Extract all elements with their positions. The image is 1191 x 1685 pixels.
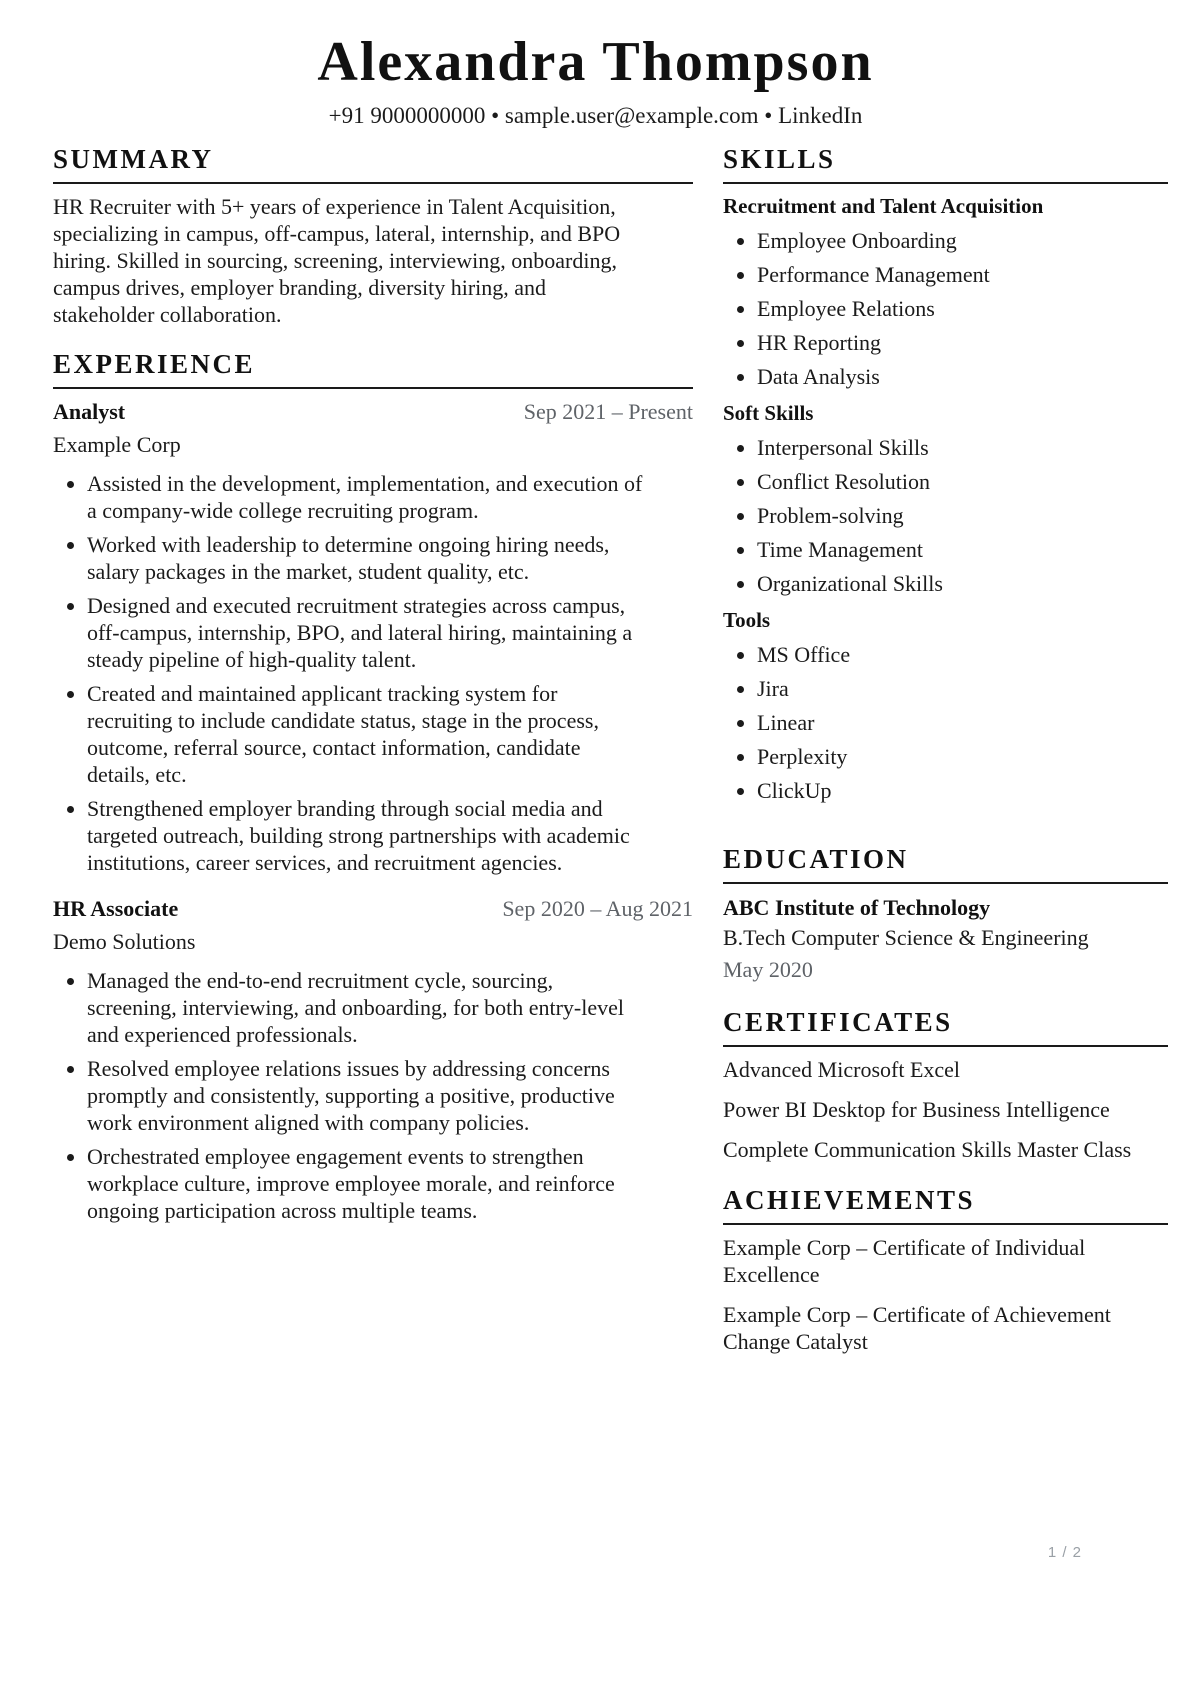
graduation-date: May 2020 xyxy=(723,957,813,982)
experience-heading: EXPERIENCE xyxy=(53,350,693,389)
job-title: HR Associate xyxy=(53,896,179,921)
skill-item: • Perplexity xyxy=(757,743,1168,770)
job-header xyxy=(53,895,693,922)
section-certificates xyxy=(723,1008,1168,1163)
skill-item: • HR Reporting xyxy=(757,329,1168,356)
skill-list xyxy=(723,641,1168,804)
job-bullet: • Assisted in the development, implementation, and execution of a company-wide college recruiting program. xyxy=(87,470,647,524)
column-gap xyxy=(693,145,723,1368)
skill-item: • Problem-solving xyxy=(757,502,1168,529)
job-dates: Sep 2020 – Aug 2021 xyxy=(502,896,693,921)
section-education xyxy=(723,845,1168,985)
skill-item: • Jira xyxy=(757,675,1168,702)
skill-item: • ClickUp xyxy=(757,777,1168,804)
job-bullet-list xyxy=(53,470,693,876)
section-summary xyxy=(53,145,693,328)
skills-heading: SKILLS xyxy=(723,145,1168,184)
certificate-item: Power BI Desktop for Business Intelligence xyxy=(723,1097,1110,1122)
certificate-item: Complete Communication Skills Master Class xyxy=(723,1137,1132,1162)
job-dates: Sep 2021 – Present xyxy=(523,399,693,424)
skill-group xyxy=(723,607,1168,804)
skill-list xyxy=(723,227,1168,390)
company-name: Demo Solutions xyxy=(53,929,196,954)
skill-group xyxy=(723,193,1168,390)
skill-item: • Linear xyxy=(757,709,1168,736)
right-column xyxy=(723,145,1168,1368)
skill-item: • Performance Management xyxy=(757,261,1168,288)
school-name: ABC Institute of Technology xyxy=(723,895,991,920)
job-bullet: • Worked with leadership to determine ongoing hiring needs, salary packages in the market, student quality, etc. xyxy=(87,531,647,585)
summary-text: HR Recruiter with 5+ years of experience in Talent Acquisition, specializing in campus, off-campus, lateral, internship, and BPO hiring. Skilled in sourcing, screening, interviewing, onboarding, campus drives, employer branding, diversity hiring, and stakeholder collaboration. xyxy=(53,194,621,327)
skill-item: • Time Management xyxy=(757,536,1168,563)
achievement-item: Example Corp – Certificate of Achievement Change Catalyst xyxy=(723,1302,1111,1354)
summary-heading: SUMMARY xyxy=(53,145,693,184)
degree-name: B.Tech Computer Science & Engineering xyxy=(723,925,1089,950)
certificates-heading: CERTIFICATES xyxy=(723,1008,1168,1047)
contact-line: +91 9000000000 • sample.user@example.com • LinkedIn xyxy=(328,103,863,128)
skill-item: • Employee Relations xyxy=(757,295,1168,322)
certificate-list xyxy=(723,1056,1168,1163)
section-experience xyxy=(53,350,693,1224)
skill-item: • MS Office xyxy=(757,641,1168,668)
achievement-item: Example Corp – Certificate of Individual Excellence xyxy=(723,1235,1086,1287)
job-bullet: • Created and maintained applicant tracking system for recruiting to include candidate status, stage in the process, outcome, referral source, contact information, candidate details, etc. xyxy=(87,680,647,788)
skill-group-label: Tools xyxy=(723,608,771,632)
skill-group-label: Soft Skills xyxy=(723,401,814,425)
experience-entry xyxy=(53,895,693,1224)
achievements-heading: ACHIEVEMENTS xyxy=(723,1186,1168,1225)
page-title: Alexandra Thompson xyxy=(317,31,874,93)
resume-columns xyxy=(53,145,1168,1368)
page-number: 1 / 2 xyxy=(1047,1544,1082,1561)
experience-entry xyxy=(53,398,693,876)
job-bullet: • Designed and executed recruitment strategies across campus, off-campus, internship, BPO, and lateral hiring, maintaining a steady pipeline of high-quality talent. xyxy=(87,592,647,673)
achievement-list xyxy=(723,1234,1168,1355)
left-column xyxy=(53,145,693,1368)
job-bullet: • Resolved employee relations issues by addressing concerns promptly and consistently, supporting a positive, productive work environment aligned with company policies. xyxy=(87,1055,647,1136)
skill-item: • Conflict Resolution xyxy=(757,468,1168,495)
section-skills xyxy=(723,145,1168,804)
job-header xyxy=(53,398,693,425)
skill-group xyxy=(723,400,1168,597)
job-bullet: • Managed the end-to-end recruitment cycle, sourcing, screening, interviewing, and onboarding, for both entry-level and experienced professionals. xyxy=(87,967,647,1048)
skill-item: • Interpersonal Skills xyxy=(757,434,1168,461)
skill-item: • Employee Onboarding xyxy=(757,227,1168,254)
skill-item: • Data Analysis xyxy=(757,363,1168,390)
job-bullet-list xyxy=(53,967,693,1224)
job-bullet: • Strengthened employer branding through social media and targeted outreach, building strong partnerships with academic institutions, career services, and recruitment agencies. xyxy=(87,795,647,876)
skill-list xyxy=(723,434,1168,597)
section-achievements xyxy=(723,1186,1168,1355)
job-title: Analyst xyxy=(53,399,126,424)
skill-item: • Organizational Skills xyxy=(757,570,1168,597)
job-bullet: • Orchestrated employee engagement events to strengthen workplace culture, improve employee morale, and reinforce ongoing participation across multiple teams. xyxy=(87,1143,647,1224)
skill-group-label: Recruitment and Talent Acquisition xyxy=(723,194,1044,218)
education-heading: EDUCATION xyxy=(723,845,1168,884)
certificate-item: Advanced Microsoft Excel xyxy=(723,1057,961,1082)
company-name: Example Corp xyxy=(53,432,181,457)
